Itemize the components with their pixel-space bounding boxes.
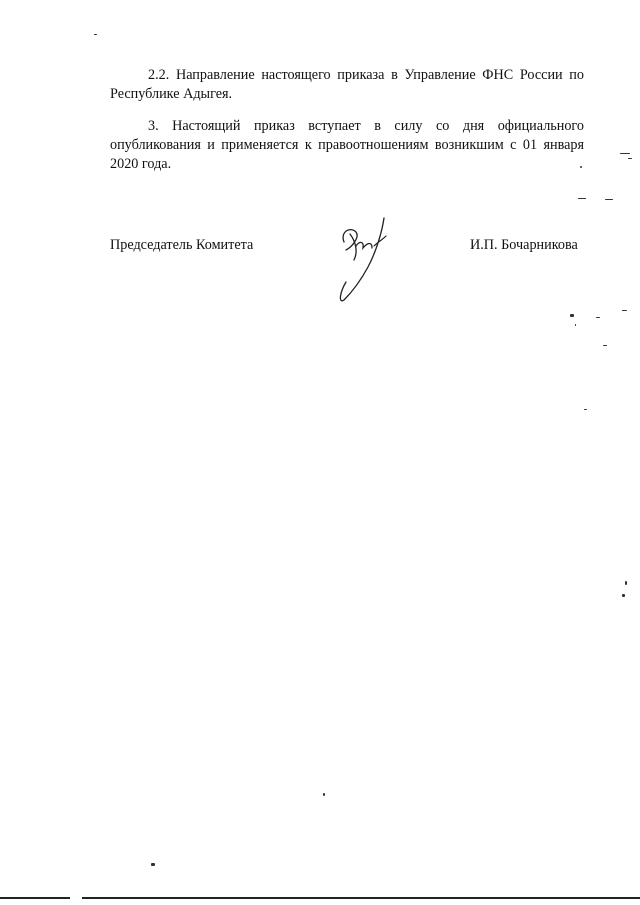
scan-speck — [584, 409, 587, 410]
scan-speck — [94, 34, 97, 35]
scan-speck — [323, 793, 325, 796]
scan-edge-gap — [70, 896, 82, 900]
scan-speck — [570, 314, 574, 317]
signatory-name: И.П. Бочарникова — [470, 237, 578, 253]
handwritten-signature — [330, 212, 400, 307]
scan-speck — [620, 153, 630, 154]
paragraph-3 — [110, 117, 584, 174]
scan-speck — [151, 863, 155, 866]
scan-speck — [596, 317, 600, 318]
scan-speck — [603, 345, 607, 346]
scan-speck — [625, 581, 627, 585]
scan-edge-line — [0, 897, 640, 899]
paragraph-2-2 — [110, 66, 584, 104]
scan-speck — [605, 199, 613, 200]
scan-speck — [628, 158, 632, 159]
scan-speck — [575, 324, 576, 326]
scan-speck — [578, 198, 586, 199]
scan-speck — [622, 310, 627, 311]
signatory-role: Председатель Комитета — [110, 237, 254, 253]
scan-speck — [580, 166, 582, 168]
paragraph-3-text: 3. Настоящий приказ вступает в силу со дня официального опубликования и применяется к правоотношениям возникшим с 01 января 2020 года. — [110, 118, 584, 172]
scan-speck — [622, 594, 625, 597]
paragraph-2-2-text: 2.2. Направление настоящего приказа в Управление ФНС России по Республике Адыгея. — [110, 67, 584, 102]
